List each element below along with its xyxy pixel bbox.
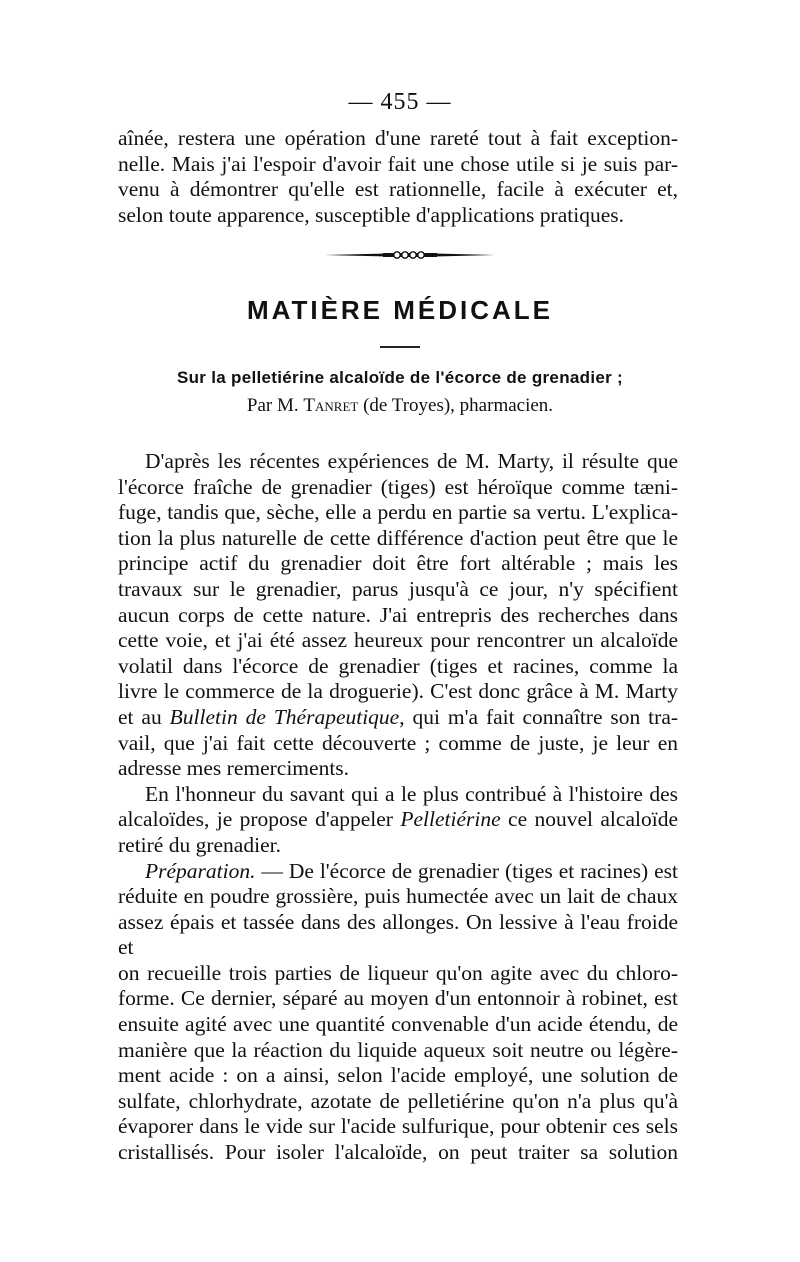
intro-paragraph xyxy=(118,126,678,228)
text-line: sulfate, chlorhydrate, azotate de pelletiérine qu'on n'a plus qu'à xyxy=(118,1088,678,1113)
text-line: nelle. Mais j'ai l'espoir d'avoir fait une chose utile si je suis par- xyxy=(118,151,678,176)
text-line: principe actif du grenadier doit être fort altérable ; mais les xyxy=(118,551,678,576)
text-line: on recueille trois parties de liqueur qu'on agite avec du chloro- xyxy=(118,960,678,985)
article-body xyxy=(118,449,678,1166)
ornament-divider xyxy=(325,250,495,260)
text-line: cristallisés. Pour isoler l'alcaloïde, on peut traiter sa solution xyxy=(118,1140,678,1165)
byline-suffix: (de Troyes), pharmacien. xyxy=(358,395,554,416)
text-line: vail, que j'ai fait cette découverte ; comme de juste, je leur en xyxy=(118,730,678,755)
text-line: évaporer dans le vide sur l'acide sulfurique, pour obtenir ces sels xyxy=(118,1114,678,1139)
text-line: ment acide : on a ainsi, selon l'acide employé, une solution de xyxy=(118,1063,678,1088)
byline xyxy=(0,395,800,417)
text-run: alcaloïdes, je propose d'appeler xyxy=(118,807,401,832)
text-run: et au xyxy=(118,704,170,729)
text-run: — De l'écorce de grenadier (tiges et racines) est xyxy=(255,858,678,883)
text-line: travaux sur le grenadier, parus jusqu'à ce jour, n'y spécifient xyxy=(118,576,678,601)
text-line: réduite en poudre grossière, puis humectée avec un lait de chaux xyxy=(118,884,678,909)
page-number: — 455 — xyxy=(348,89,452,115)
text-line: forme. Ce dernier, séparé au moyen d'un entonnoir à robinet, est xyxy=(118,986,678,1011)
text-run: , qui m'a fait connaître son tra- xyxy=(399,704,679,729)
text-line: cette voie, et j'ai été assez heureux pour rencontrer un alcaloïde xyxy=(118,628,678,653)
text-line xyxy=(118,705,678,731)
text-line: selon toute apparence, susceptible d'applications pratiques. xyxy=(118,202,624,227)
text-run: ce nouvel alcaloïde xyxy=(500,807,678,832)
text-line: aînée, restera une opération d'une rareté tout à fait exception- xyxy=(118,126,678,150)
text-line: tion la plus naturelle de cette différence d'action peut être que le xyxy=(118,525,678,550)
author-name: Tanret xyxy=(303,395,359,416)
text-line: venu à démontrer qu'elle est rationnelle, facile à exécuter et, xyxy=(118,177,678,202)
article-title: Sur la pelletiérine alcaloïde de l'écorce de grenadier ; xyxy=(176,368,623,387)
text-line xyxy=(118,859,678,885)
text-line: adresse mes remerciments. xyxy=(118,756,350,781)
text-line: manière que la réaction du liquide aqueux soit neutre ou légère- xyxy=(118,1037,678,1062)
byline-prefix: Par M. xyxy=(246,395,304,416)
subsection-heading: Préparation. xyxy=(145,858,256,883)
text-line xyxy=(118,807,678,833)
section-title: MATIÈRE MÉDICALE xyxy=(246,295,554,325)
text-line: ensuite agité avec une quantité convenable d'un acide étendu, de xyxy=(118,1012,678,1037)
text-line: assez épais et tassée dans des allonges. On lessive à l'eau froide et xyxy=(118,909,678,960)
text-line: volatil dans l'écorce de grenadier (tiges et racines, comme la xyxy=(118,653,678,678)
text-line: fuge, tandis que, sèche, elle a perdu en partie sa vertu. L'explica- xyxy=(118,500,678,525)
text-line: retiré du grenadier. xyxy=(118,832,281,857)
text-line: livre le commerce de la droguerie). C'est donc grâce à M. Marty xyxy=(118,679,678,704)
journal-title: Bulletin de Thérapeutique xyxy=(169,704,400,729)
title-rule xyxy=(380,346,420,348)
text-line: l'écorce fraîche de grenadier (tiges) est héroïque comme tæni- xyxy=(118,474,678,499)
text-line: En l'honneur du savant qui a le plus contribué à l'histoire des xyxy=(145,781,678,806)
text-line: aucun corps de cette nature. J'ai entrepris des recherches dans xyxy=(118,602,678,627)
text-line: D'après les récentes expériences de M. Marty, il résulte que xyxy=(145,449,678,473)
alkaloid-name: Pelletiérine xyxy=(400,807,501,832)
